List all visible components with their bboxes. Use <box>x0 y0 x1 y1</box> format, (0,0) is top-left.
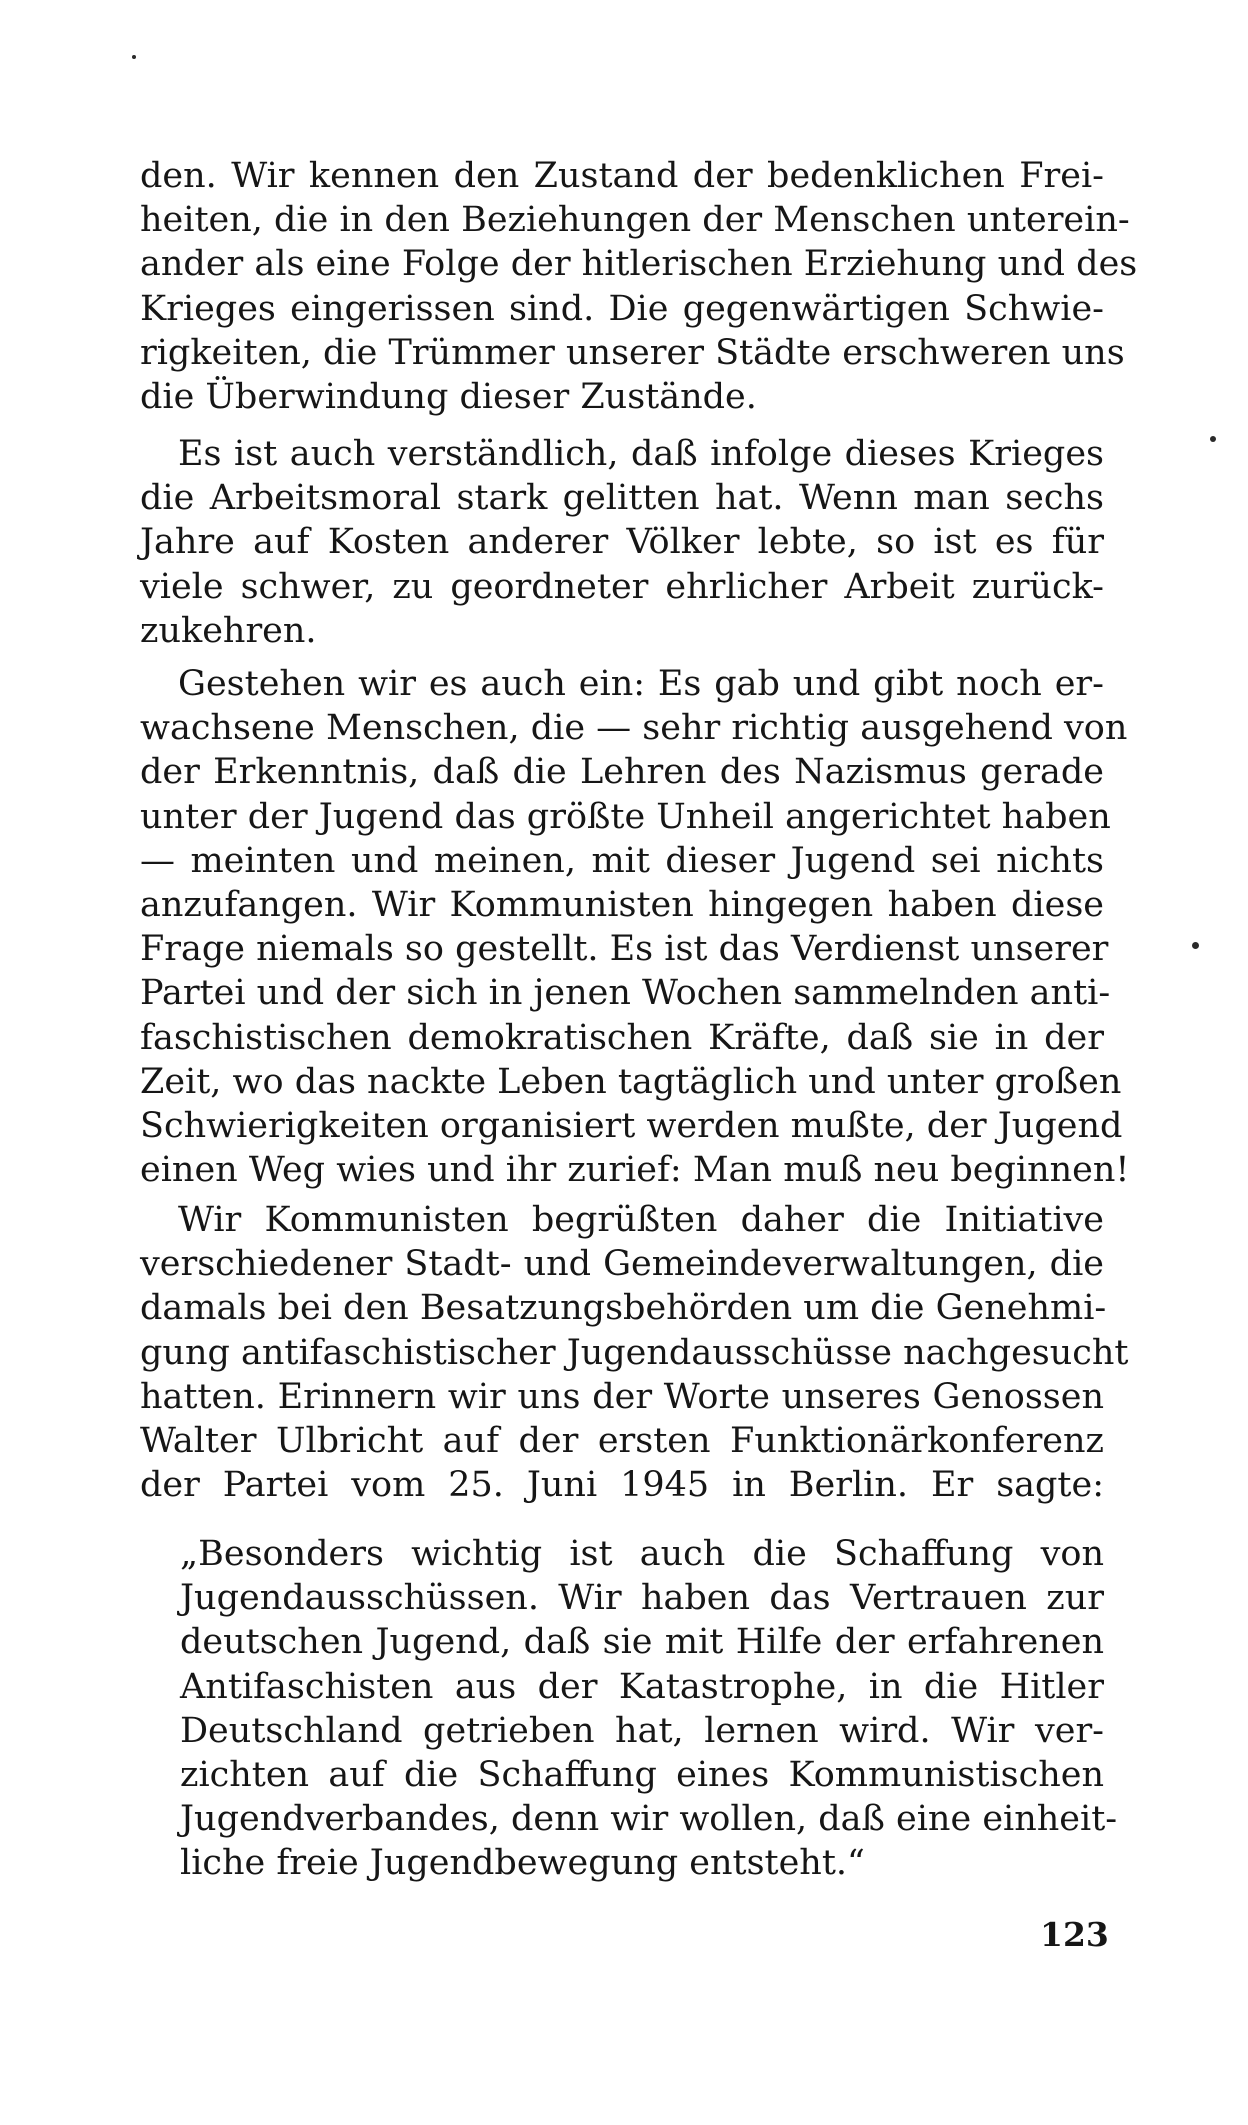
text-line: Zeit, wo das nackte Leben tagtäglich und unter großen <box>140 1061 1122 1102</box>
text-line: die Arbeitsmoral stark gelitten hat. Wenn man sechs <box>140 478 1104 519</box>
text-line: Frage niemals so gestellt. Es ist das Verdienst unserer <box>140 929 1109 970</box>
quote-line: Antifaschisten aus der Katastrophe, in die Hitler <box>180 1666 1104 1707</box>
text-line: Partei und der sich in jenen Wochen sammelnden anti- <box>140 973 1111 1014</box>
text-line: Schwierigkeiten organisiert werden mußte, der Jugend <box>140 1105 1123 1146</box>
quote-line: „Besonders wichtig ist auch die Schaffung von <box>180 1534 1104 1574</box>
paragraph-continuation <box>140 154 1138 419</box>
text-line: heiten, die in den Beziehungen der Menschen unterein- <box>140 200 1130 241</box>
text-line: einen Weg wies und ihr zurief: Man muß neu beginnen! <box>140 1150 1130 1191</box>
text-line: den. Wir kennen den Zustand der bedenklichen Frei- <box>140 156 1104 196</box>
text-line: Krieges eingerissen sind. Die gegenwärtigen Schwie- <box>140 288 1104 329</box>
text-line: wachsene Menschen, die — sehr richtig ausgehend von <box>140 708 1128 749</box>
block-quote <box>180 1532 1118 1886</box>
page-number: 123 <box>1040 1915 1109 1954</box>
quote-line: Jugendverbandes, denn wir wollen, daß eine einheit- <box>180 1799 1118 1840</box>
text-line: rigkeiten, die Trümmer unserer Städte erschweren uns <box>140 332 1125 373</box>
paragraph-arbeitsmoral <box>140 432 1104 653</box>
text-line: der Partei vom 25. Juni 1945 in Berlin. Er sagte: <box>140 1465 1104 1506</box>
quote-line: zichten auf die Schaffung eines Kommunistischen <box>180 1754 1104 1795</box>
text-line: gung antifaschistischer Jugendausschüsse nachgesucht <box>140 1332 1129 1373</box>
quote-line: liche freie Jugendbewegung entsteht.“ <box>180 1843 865 1884</box>
text-line: viele schwer, zu geordneter ehrlicher Arbeit zurück- <box>140 566 1104 607</box>
text-line: zukehren. <box>140 610 317 651</box>
quote-line: Deutschland getrieben hat, lernen wird. Wir ver- <box>180 1710 1104 1751</box>
text-line: Walter Ulbricht auf der ersten Funktionärkonferenz <box>140 1420 1104 1461</box>
text-line: anzufangen. Wir Kommunisten hingegen haben diese <box>140 884 1104 925</box>
text-line: Es ist auch verständlich, daß infolge dieses Krieges <box>178 434 1104 474</box>
paragraph-jugend <box>140 662 1130 1192</box>
text-line: hatten. Erinnern wir uns der Worte unseres Genossen <box>140 1376 1104 1417</box>
text-line: — meinten und meinen, mit dieser Jugend sei nichts <box>140 840 1104 881</box>
text-line: der Erkenntnis, daß die Lehren des Nazismus gerade <box>140 752 1104 793</box>
text-line: Jahre auf Kosten anderer Völker lebte, so ist es für <box>140 522 1104 563</box>
text-line: Wir Kommunisten begrüßten daher die Initiative <box>178 1200 1104 1240</box>
print-speck <box>132 55 136 59</box>
quote-line: Jugendausschüssen. Wir haben das Vertrauen zur <box>180 1578 1104 1619</box>
quote-line: deutschen Jugend, daß sie mit Hilfe der erfahrenen <box>180 1622 1104 1663</box>
text-line: damals bei den Besatzungsbehörden um die Genehmi- <box>140 1288 1107 1329</box>
print-speck <box>1210 436 1216 442</box>
text-line: ander als eine Folge der hitlerischen Erziehung und des <box>140 244 1138 285</box>
text-line: unter der Jugend das größte Unheil angerichtet haben <box>140 796 1111 837</box>
text-line: Gestehen wir es auch ein: Es gab und gibt noch er- <box>178 664 1104 704</box>
text-line: verschiedener Stadt- und Gemeindeverwaltungen, die <box>140 1244 1104 1285</box>
print-speck <box>1192 942 1199 949</box>
text-line: die Überwindung dieser Zustände. <box>140 376 757 417</box>
paragraph-initiative <box>140 1198 1129 1507</box>
text-line: faschistischen demokratischen Kräfte, daß sie in der <box>140 1017 1104 1058</box>
